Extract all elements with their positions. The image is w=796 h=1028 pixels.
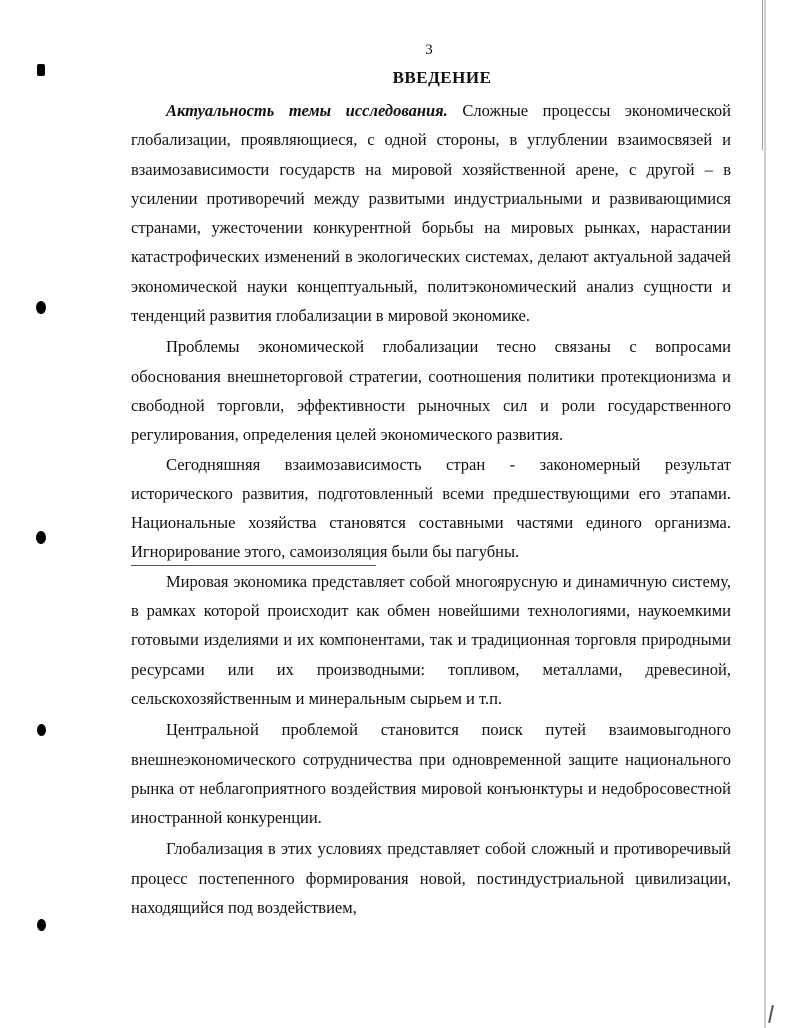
binder-hole-5 [37,919,46,931]
paragraph: Глобализация в этих условиях представляет собой сложный и противоречивый процесс постепенного формирования новой, постиндустриальной цивилизации, находящийся под воздействием, [131,839,731,918]
paragraph: Центральной проблемой становится поиск путей взаимовыгодного внешнеэкономического сотрудничества при одновременной защите национального рынка от неблагоприятного воздействия мировой конъюнктуры и недобросовестной иностранной конкуренции. [131,720,731,828]
scan-corner-mark [768,1005,774,1023]
paragraph: Мировая экономика представляет собой многоярусную и динамичную систему, в рамках которой происходит как обмен новейшими технологиями, наукоемкими готовыми изделиями и их компонентами, так и традиционная торговля природными ресурсами или их производными: топливом, металлами, древесиной, сельскохозяйственным и минеральным сырьем и т.п. [131,571,731,708]
paragraph: Сегодняшняя взаимозависимость стран - закономерный результат исторического развития, подготовленный всеми предшествующими его этапами. Национальные хозяйства становятся составными частями единого организма. Игнорирование этого, самоизоляция были бы пагубны. [131,454,731,562]
binder-hole-3 [36,531,46,544]
paragraph-relevance [131,96,731,330]
page-title: ВВЕДЕНИЕ [392,68,492,87]
paragraph-lead: Актуальность темы исследования. [166,101,448,120]
paragraph: Проблемы экономической глобализации тесно связаны с вопросами обоснования внешнеторговой стратегии, соотношения политики протекционизма и свободной торговли, эффективности рыночных сил и роли государственного регулирования, определения целей экономического развития. [131,337,731,445]
binder-hole-4 [37,724,46,736]
page-number: 3 [425,42,433,58]
body-text [131,96,731,922]
paragraph-text: Сложные процессы экономической глобализации, проявляющиеся, с одной стороны, в углублении взаимосвязей и взаимозависимости государств на мировой хозяйственной арене, с другой – в усилении противоречий между развитыми индустриальными и развивающимися странами, ужесточении конкурентной борьбы на мировых рынках, нарастании катастрофических изменений в экологических системах, делают актуальной задачей экономической науки концептуальный, политэкономический анализ сущности и тенденций развития глобализации в мировой экономике. [131,101,732,326]
scan-edge-line [764,0,766,1028]
binder-hole-2 [36,301,46,314]
